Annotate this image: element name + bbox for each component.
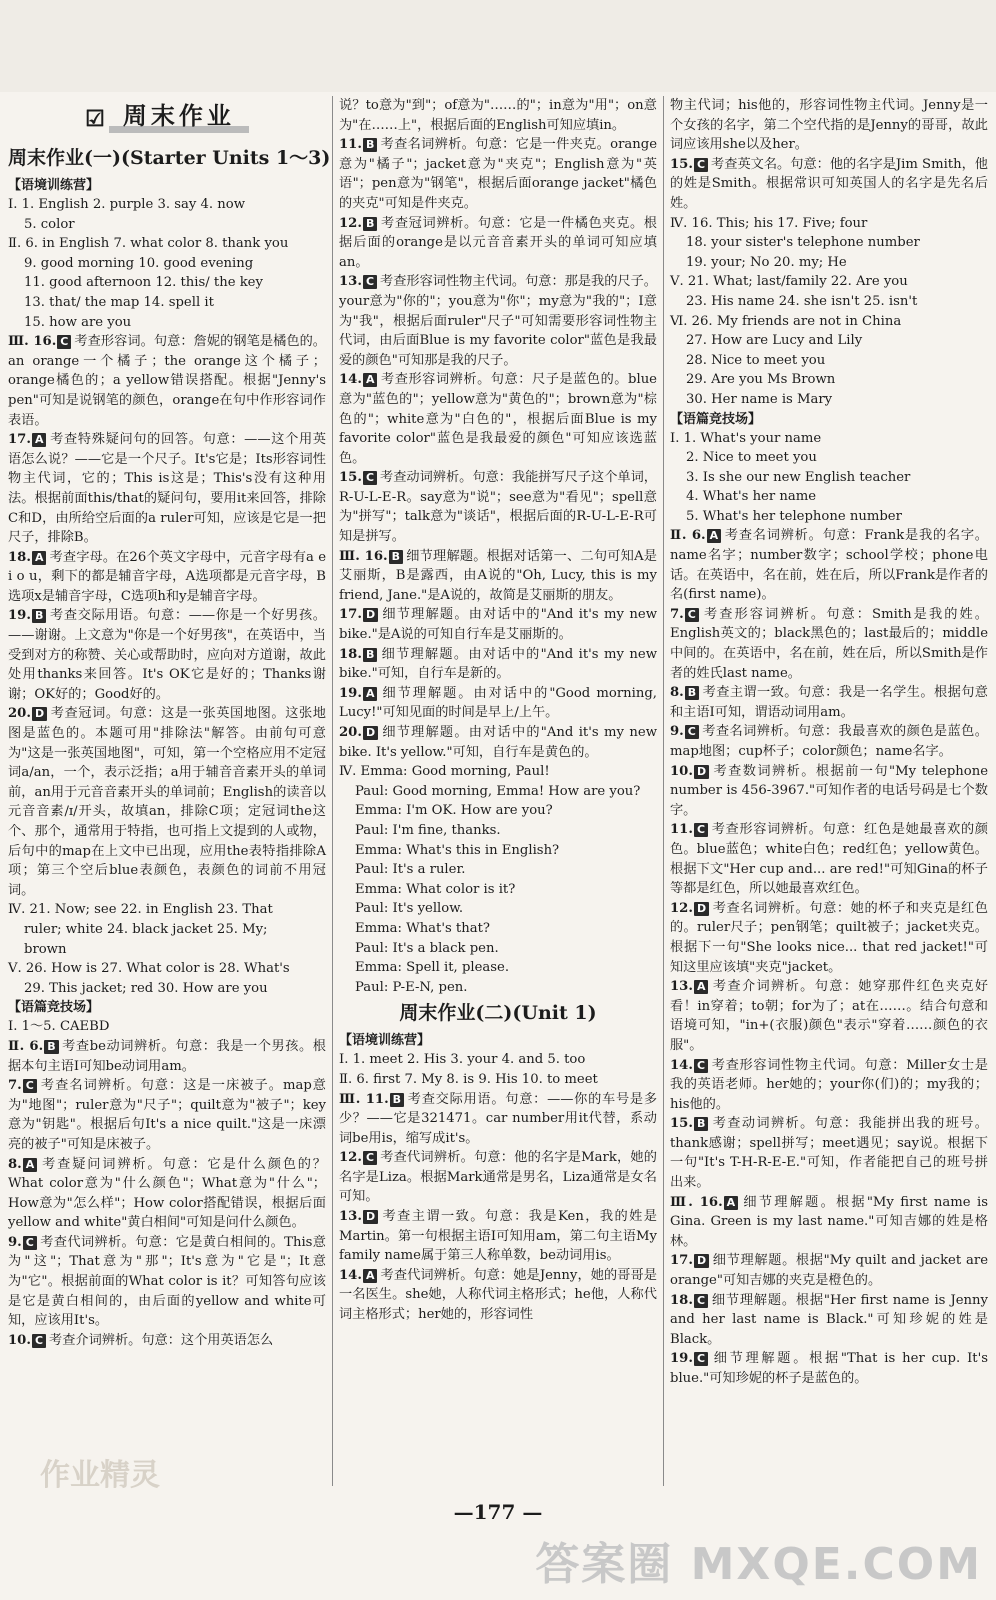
explanation-text: 考查代词辨析。句意：它是黄白相间的。This意为"这"；That意为"那"；It's意为"它是"；It意为"它"。根据前面的What color is it？可知答句应该是它是黄白相间的，由后面的yellow and white可知，应该用It's。 — [8, 1234, 326, 1329]
answer-line: 30. Her name is Mary — [686, 391, 833, 407]
answer-line: Ⅳ. Emma: Good morning, Paul! — [339, 764, 550, 780]
answer-letter: C — [694, 1352, 708, 1366]
answer-letter: A — [694, 980, 709, 994]
explanation-text: 细节理解题。由对话中的"And it's my new bike."可知，自行车是新的。 — [339, 646, 657, 682]
explanation-text: 考查形容词辨析。句意：红色是她最喜欢的颜色。blue蓝色；white白色；red红色；yellow黄色。根据下文"Her cup and... are red!"可知Gina的杯子等都是红色，所以她最喜欢红色。 — [670, 822, 988, 897]
section-banner — [8, 100, 326, 140]
explanation-text: 考查冠词辨析。句意：它是一件橘色夹克。根据后面的orange是以元音音素开头的单词可知应填an。 — [339, 215, 657, 270]
answer-line: Paul: It's yellow. — [355, 901, 464, 917]
answer-explanation — [670, 683, 988, 722]
answer-line: Paul: P-E-N, pen. — [355, 979, 468, 995]
explanation-text: 考查形容词辨析。句意：Smith是我的姓。English英文的；black黑色的；last最后的；middle中间的。在英语中，名在前，姓在后，所以Smith是作者的姓氏last name。 — [670, 606, 988, 681]
answer-letter: A — [707, 529, 722, 543]
answer-line: 15. how are you — [24, 314, 132, 330]
worksheet-title: 周末作业(二)(Unit 1) — [399, 1002, 597, 1025]
column-1-body — [8, 144, 331, 1350]
answer-line: 19. your; No 20. my; He — [686, 254, 847, 270]
question-number: 14. — [339, 1267, 362, 1283]
answer-line: 5. color — [24, 216, 75, 232]
answer-line: Ⅴ. 26. How is 27. What color is 28. What's — [8, 961, 290, 977]
question-number: Ⅲ. 16. — [8, 334, 57, 350]
explanation-text: 考查主谓一致。句意：我是Ken，我的姓是Martin。第一句根据主语I可知用am，第二句主语My family name属于第三人称单数，be动词用is。 — [339, 1209, 657, 1264]
answer-explanation — [339, 547, 657, 606]
section-heading: 【语篇竞技场】 — [670, 411, 762, 427]
question-number: 17. — [8, 432, 31, 448]
explanation-text: 考查英文名。句意：他的名字是Jim Smith，他的姓是Smith。根据常识可知英国人的名字是先名后姓。 — [670, 156, 988, 211]
question-number: 14. — [339, 372, 362, 388]
answer-explanation — [670, 899, 988, 977]
answer-line: Emma: What's this in English? — [355, 842, 560, 858]
answer-line: 28. Nice to meet you — [686, 352, 826, 368]
question-number: 13. — [670, 979, 693, 995]
answer-explanation — [670, 762, 988, 821]
answer-explanation — [670, 1114, 988, 1192]
section-heading: 【语境训练营】 — [339, 1033, 431, 1049]
answer-explanation — [8, 606, 326, 704]
question-number: 9. — [8, 1234, 22, 1250]
answer-line: 11. good afternoon 12. this/ the key — [24, 275, 263, 291]
answer-line: Ⅳ. 16. This; his 17. Five; four — [670, 215, 868, 231]
answer-letter: A — [363, 687, 378, 701]
explanation-text: 考查形容词辨析。句意：尺子是蓝色的。blue意为"蓝色的"；yellow意为"黄色的"；brown意为"棕色的"；white意为"白色的"，根据后面Blue is my favorite color"蓝色是我最爱的颜色"可知应该选蓝色。 — [339, 372, 657, 466]
answer-explanation — [339, 723, 657, 762]
answer-letter: D — [694, 765, 709, 779]
explanation-text: 考查形容词性物主代词。句意：那是我的尺子。your意为"你的"；you意为"你"；my意为"我的"；I意为"我"，根据后面ruler"尺子"可知需要形容词性物主代词，由后面Blue is my favorite color"蓝色是我最爱的颜色"可知那是我的尺子。 — [339, 274, 657, 368]
answer-line: 9. good morning 10. good evening — [24, 255, 254, 271]
banner-title: 周末作业 — [109, 107, 249, 134]
answer-letter: A — [32, 433, 47, 447]
question-number: 19. — [8, 608, 31, 624]
question-number: 18. — [670, 1292, 693, 1308]
question-number: 14. — [670, 1057, 693, 1073]
answer-line: Ⅰ. 1～5. CAEBD — [8, 1019, 110, 1035]
answer-line: 13. that/ the map 14. spell it — [24, 294, 214, 310]
answer-letter: B — [694, 1117, 708, 1131]
question-number: 20. — [8, 706, 31, 722]
question-number: Ⅲ. 11. — [339, 1091, 389, 1107]
answer-explanation — [339, 1148, 657, 1207]
answer-line: Paul: I'm fine, thanks. — [355, 822, 501, 838]
explanation-text: 细节理解题。根据对话第一、二句可知A是艾丽斯，B是露西，由A说的"Oh, Lucy, this is my friend, Jane."是A说的，故简是艾丽斯的朋友。 — [339, 548, 657, 603]
explanation-text: 考查特殊疑问句的回答。句意：——这个用英语怎么说？——它是一个尺子。It's它是；Its形容词性物主代词，它的；This is这是；This's没有这种用法。根据前面this/that的疑问句，要用it来回答，排除C和D，由所给空后面的a ruler可知，应该是它是一把尺子，排除B。 — [8, 432, 326, 546]
answer-letter: C — [363, 275, 377, 289]
answer-letter: C — [363, 1151, 377, 1165]
question-number: Ⅱ. 6. — [8, 1038, 44, 1054]
answer-letter: A — [363, 1269, 378, 1283]
answer-line: 18. your sister's telephone number — [686, 235, 920, 251]
explanation-text: 细节理解题。由对话中的"Good morning, Lucy!"可知见面的时间是早上/上午。 — [339, 685, 657, 721]
explanation-text: 考查冠词。句意：这是一张英国地图。这张地图是蓝色的。本题可用"排除法"解答。由前句可意为"这是一张英国地图"，可知，第一个空格应用不定冠词a/an，一个，表示泛指；a用于辅音音素开头的单词前，an用于元音音素开头的单词前；English的读音以元音音素/ɪ/开头，故填an，排除C项；定冠词the这个、那个，通常用于特指，也可指上文提到的人或物，后句中的map在上文中已出现，应用the表特指排除A项；第三个空后blue表颜色，表颜色的词前不用冠词。 — [8, 706, 326, 898]
explanation-text: 细节理解题。根据"My quilt and jacket are orange"可知吉娜的夹克是橙色的。 — [670, 1253, 988, 1289]
question-number: 15. — [339, 470, 362, 486]
explanation-text: 考查代词辨析。句意：他的名字是Mark，她的名字是Liza。根据Mark通常是男名，Liza通常是女名可知。 — [339, 1150, 657, 1205]
answer-explanation — [670, 526, 988, 604]
question-number: 18. — [8, 549, 31, 565]
answer-explanation — [670, 605, 988, 683]
answer-line: 27. How are Lucy and Lily — [686, 333, 863, 349]
explanation-text: 考查be动词辨析。句意：我是一个男孩。根据本句主语I可知be动词用am。 — [8, 1038, 326, 1074]
answer-explanation — [339, 1090, 657, 1149]
answer-line: Ⅱ. 6. first 7. My 8. is 9. His 10. to meet — [339, 1071, 598, 1087]
section-heading: 【语境训练营】 — [8, 178, 100, 193]
question-number: 17. — [670, 1253, 693, 1269]
answer-explanation — [670, 977, 988, 1055]
answer-explanation — [670, 155, 988, 214]
question-number: 10. — [670, 763, 693, 779]
answer-letter: C — [685, 725, 699, 739]
answer-letter: D — [694, 1254, 709, 1268]
answer-letter: C — [694, 1294, 708, 1308]
question-number: 7. — [670, 606, 684, 622]
answer-explanation — [8, 332, 326, 430]
answer-letter: C — [694, 158, 708, 172]
explanation-text: 细节理解题。根据"That is her cup. It's blue."可知珍妮的杯子是蓝色的。 — [670, 1351, 988, 1386]
worksheet-title: 周末作业(一)(Starter Units 1～3) — [8, 147, 331, 169]
question-number: 17. — [339, 607, 362, 623]
column-divider — [332, 96, 333, 1486]
question-number: 19. — [670, 1351, 693, 1367]
answer-line: 29. Are you Ms Brown — [686, 372, 836, 388]
answer-letter: A — [23, 1158, 38, 1172]
explanation-text: 考查名词辨析。句意：她的杯子和夹克是红色的。ruler尺子；pen钢笔；quilt被子；jacket夹克。根据下一句"She looks nice... that red jacket!"可知这里应该填"夹克"jacket。 — [670, 900, 988, 975]
answer-letter: C — [694, 823, 708, 837]
answer-line: 物主代词；his他的，形容词性物主代词。Jenny是一个女孩的名字，第二个空代指的是Jenny的哥哥，故此词应该用she以及her。 — [670, 98, 988, 153]
column-1 — [8, 96, 331, 1350]
answer-line: Ⅴ. 21. What; last/family 22. Are you — [670, 274, 908, 290]
question-number: 19. — [339, 685, 362, 701]
answer-explanation — [339, 135, 657, 213]
answer-letter: C — [57, 335, 71, 349]
answer-letter: B — [390, 1093, 404, 1107]
answer-letter: B — [363, 138, 377, 152]
explanation-text: 考查名词辨析。句意：它是一件夹克。orange意为"橘子"；jacket意为"夹克"；English意为"英语"；pen意为"钢笔"，根据后面orange jacket"橘色的夹克"可知是件夹克。 — [339, 137, 657, 211]
question-number: 8. — [8, 1156, 22, 1172]
answer-letter: D — [363, 608, 378, 622]
answer-explanation — [8, 1155, 326, 1233]
answer-line: Ⅰ. 1. What's your name — [670, 430, 822, 446]
question-number: 13. — [339, 1209, 362, 1225]
question-number: 8. — [670, 685, 684, 701]
section-heading: 【语篇竞技场】 — [8, 1000, 100, 1016]
question-number: 15. — [670, 156, 693, 172]
answer-line: Emma: I'm OK. How are you? — [355, 803, 553, 819]
explanation-text: 细节理解题。由对话中的"And it's my new bike. It's yellow."可知，自行车是黄色的。 — [339, 725, 657, 760]
answer-letter: D — [363, 726, 378, 740]
answer-letter: B — [44, 1040, 58, 1054]
answer-letter: C — [23, 1236, 37, 1250]
answer-explanation — [339, 605, 657, 644]
answer-letter: B — [389, 550, 403, 564]
answer-line: 5. What's her telephone number — [686, 508, 902, 524]
answer-explanation — [339, 370, 657, 468]
stamp-watermark: 作业精灵 — [40, 1458, 160, 1493]
answer-letter: C — [32, 1334, 46, 1348]
answer-line: 4. What's her name — [686, 489, 817, 505]
answer-line: 3. Is she our new English teacher — [686, 469, 911, 485]
explanation-text: 考查主谓一致。句意：我是一名学生。根据句意和主语I可知，谓语动词用am。 — [670, 685, 988, 720]
answer-explanation — [8, 1233, 326, 1331]
answer-line: Ⅰ. 1. English 2. purple 3. say 4. now — [8, 197, 246, 212]
answer-line: Paul: Good morning, Emma! How are you? — [355, 783, 641, 799]
answer-line: Paul: It's a black pen. — [355, 940, 499, 956]
answer-explanation — [670, 1193, 988, 1252]
explanation-text: 考查名词辨析。句意：Frank是我的名字。name名字；number数字；school学校；phone电话。在英语中，名在前，姓在后，所以Frank是作者的名(first name)。 — [670, 528, 988, 603]
page-number: —177 — — [453, 1500, 543, 1524]
answer-letter: D — [694, 902, 709, 916]
answer-letter: B — [363, 217, 377, 231]
answer-letter: D — [32, 707, 47, 721]
explanation-text: 细节理解题。由对话中的"And it's my new bike."是A说的可知自行车是艾丽斯的。 — [339, 607, 657, 643]
answer-explanation — [8, 1037, 326, 1076]
answer-letter: B — [32, 609, 46, 623]
answer-letter: B — [685, 686, 699, 700]
answer-letter: B — [363, 648, 377, 662]
answer-line: brown — [24, 941, 67, 957]
explanation-text: 考查交际用语。句意：——你是一个好男孩。——谢谢。上文意为"你是一个好男孩"，在英语中，当受到对方的称赞、关心或帮助时，应向对方道谢，故此处用thanks来回答。It's OK它是好的；Thanks谢谢；OK好的；Good好的。 — [8, 608, 326, 702]
answer-explanation — [8, 548, 326, 607]
answer-explanation — [670, 1349, 988, 1388]
question-number: 12. — [670, 900, 693, 916]
answer-line: Ⅳ. 21. Now; see 22. in English 23. That — [8, 902, 273, 918]
question-number: Ⅲ. 16. — [339, 548, 388, 564]
question-number: Ⅲ. 16. — [670, 1194, 723, 1210]
column-divider — [663, 96, 664, 1486]
answer-letter: A — [724, 1196, 739, 1210]
answer-explanation — [339, 645, 657, 684]
site-watermark: 答案圈 MXQE.COM — [535, 1539, 982, 1590]
answer-explanation — [8, 1331, 326, 1351]
question-number: 12. — [339, 215, 362, 231]
question-number: 10. — [8, 1332, 31, 1348]
answer-explanation — [339, 272, 657, 370]
answer-letter: A — [363, 373, 378, 387]
question-number: 12. — [339, 1150, 362, 1166]
answer-line: 2. Nice to meet you — [686, 450, 817, 466]
answer-explanation — [670, 1291, 988, 1350]
explanation-text: 考查名词辨析。句意：我最喜欢的颜色是蓝色。map地图；cup杯子；color颜色；name名字。 — [670, 724, 988, 759]
explanation-text: 考查数词辨析。根据前一句"My telephone number is 456-3967."可知作者的电话号码是七个数字。 — [670, 763, 988, 818]
question-number: 11. — [670, 822, 693, 838]
explanation-text: 考查字母。在26个英文字母中，元音字母有a e i o u，剩下的都是辅音字母，A选项都是元音字母，B选项x是辅音字母，C选项h和y是辅音字母。 — [8, 549, 326, 604]
column-2-body — [339, 96, 657, 1325]
answer-explanation — [339, 214, 657, 273]
explanation-text: 考查动词辨析。句意：我能拼写尺子这个单词，R-U-L-E-R。say意为"说"；see意为"看见"；spell意为"拼写"；talk意为"谈话"，根据后面的R-U-L-E-R可知是拼写。 — [339, 470, 657, 545]
explanation-text: 细节理解题。根据"Her first name is Jenny and her last name is Black."可知珍妮的姓是Black。 — [670, 1292, 988, 1347]
answer-explanation — [670, 1056, 988, 1115]
check-icon: ☑ — [85, 106, 105, 133]
answer-line: 23. His name 24. she isn't 25. isn't — [686, 293, 918, 309]
answer-letter: C — [23, 1079, 37, 1093]
explanation-text: 考查代词辨析。句意：她是Jenny，她的哥哥是一名医生。she她，人称代词主格形式；he他，人称代词主格形式；her她的，形容词性 — [339, 1267, 657, 1323]
answer-line: Ⅰ. 1. meet 2. His 3. your 4. and 5. too — [339, 1052, 586, 1068]
answer-explanation — [339, 684, 657, 723]
question-number: 9. — [670, 724, 684, 740]
answer-line: Emma: Spell it, please. — [355, 960, 510, 976]
answer-line: 说？to意为"到"；of意为"……的"；in意为"用"；on意为"在……上"，根据后面的English可知应填in。 — [339, 98, 657, 133]
answer-explanation — [8, 1076, 326, 1154]
explanation-text: 考查介词辨析。句意：她穿那件红色夹克好看！in穿着；to朝；for为了；at在……。结合句意和语境可知，"in+(衣服)颜色"表示"穿着……颜色的衣服"。 — [670, 979, 988, 1053]
answer-explanation — [339, 468, 657, 546]
explanation-text: 考查疑问词辨析。句意：它是什么颜色的？What color意为"什么颜色"；What意为"什么"；How意为"怎么样"；How color搭配错误，根据后面yellow and white"黄白相间"可知是问什么颜色。 — [8, 1156, 326, 1231]
question-number: 20. — [339, 725, 362, 740]
answer-line: Ⅵ. 26. My friends are not in China — [670, 313, 902, 329]
explanation-text: 细节理解题。根据"My first name is Gina. Green is my last name."可知吉娜的姓是格林。 — [670, 1194, 988, 1249]
answer-explanation — [670, 1251, 988, 1290]
answer-page — [8, 96, 988, 1486]
answer-line: Emma: What's that? — [355, 920, 490, 936]
answer-line: Emma: What color is it? — [355, 881, 516, 897]
answer-line: ruler; white 24. black jacket 25. My; — [24, 921, 268, 937]
column-3 — [670, 96, 988, 1389]
answer-letter: A — [32, 551, 47, 565]
question-number: 13. — [339, 274, 362, 290]
answer-explanation — [339, 1266, 657, 1325]
explanation-text: 考查名词辨析。句意：这是一床被子。map意为"地图"；ruler意为"尺子"；quilt意为"被子"；key意为"钥匙"。根据后句It's a nice quilt."这是一床漂亮的被子"可知是床被子。 — [8, 1078, 326, 1152]
explanation-text: 考查形容词。句意：詹妮的钢笔是橘色的。an orange一个橘子；the orange这个橘子；orange橘色的；a yellow错误搭配。根据"Jenny's pen"可知是说钢笔的颜色，orange在句中作形容词作表语。 — [8, 334, 326, 428]
answer-line: Ⅱ. 6. in English 7. what color 8. thank you — [8, 236, 289, 252]
explanation-text: 考查动词辨析。句意：我能拼出我的班号。thank感谢；spell拼写；meet遇见；say说。根据下一句"It's T-H-R-E-E."可知，作者能把自己的班号拼出来。 — [670, 1116, 988, 1191]
answer-explanation — [8, 430, 326, 548]
explanation-text: 考查交际用语。句意：——你的车号是多少？——它是321471。car number用it代替，系动词be用is，缩写成it's。 — [339, 1091, 658, 1146]
answer-explanation — [339, 1207, 657, 1266]
question-number: 7. — [8, 1078, 22, 1094]
answer-explanation — [670, 820, 988, 898]
column-2 — [339, 96, 657, 1325]
answer-explanation — [670, 722, 988, 761]
explanation-text: 考查形容词性物主代词。句意：Miller女士是我的英语老师。her她的；your你(们)的；my我的；his他的。 — [670, 1057, 988, 1112]
question-number: Ⅱ. 6. — [670, 528, 706, 544]
question-number: 18. — [339, 646, 362, 662]
answer-letter: C — [685, 608, 699, 622]
question-number: 15. — [670, 1116, 693, 1132]
explanation-text: 考查介词辨析。句意：这个用英语怎么 — [49, 1332, 274, 1348]
answer-letter: D — [363, 1210, 378, 1224]
answer-line: Paul: It's a ruler. — [355, 862, 466, 878]
question-number: 11. — [339, 137, 362, 153]
page-top-margin — [0, 0, 996, 92]
answer-explanation — [8, 704, 326, 900]
answer-letter: C — [694, 1059, 708, 1073]
answer-letter: C — [363, 471, 377, 485]
answer-line: 29. This jacket; red 30. How are you — [24, 980, 268, 996]
column-3-body — [670, 96, 988, 1389]
